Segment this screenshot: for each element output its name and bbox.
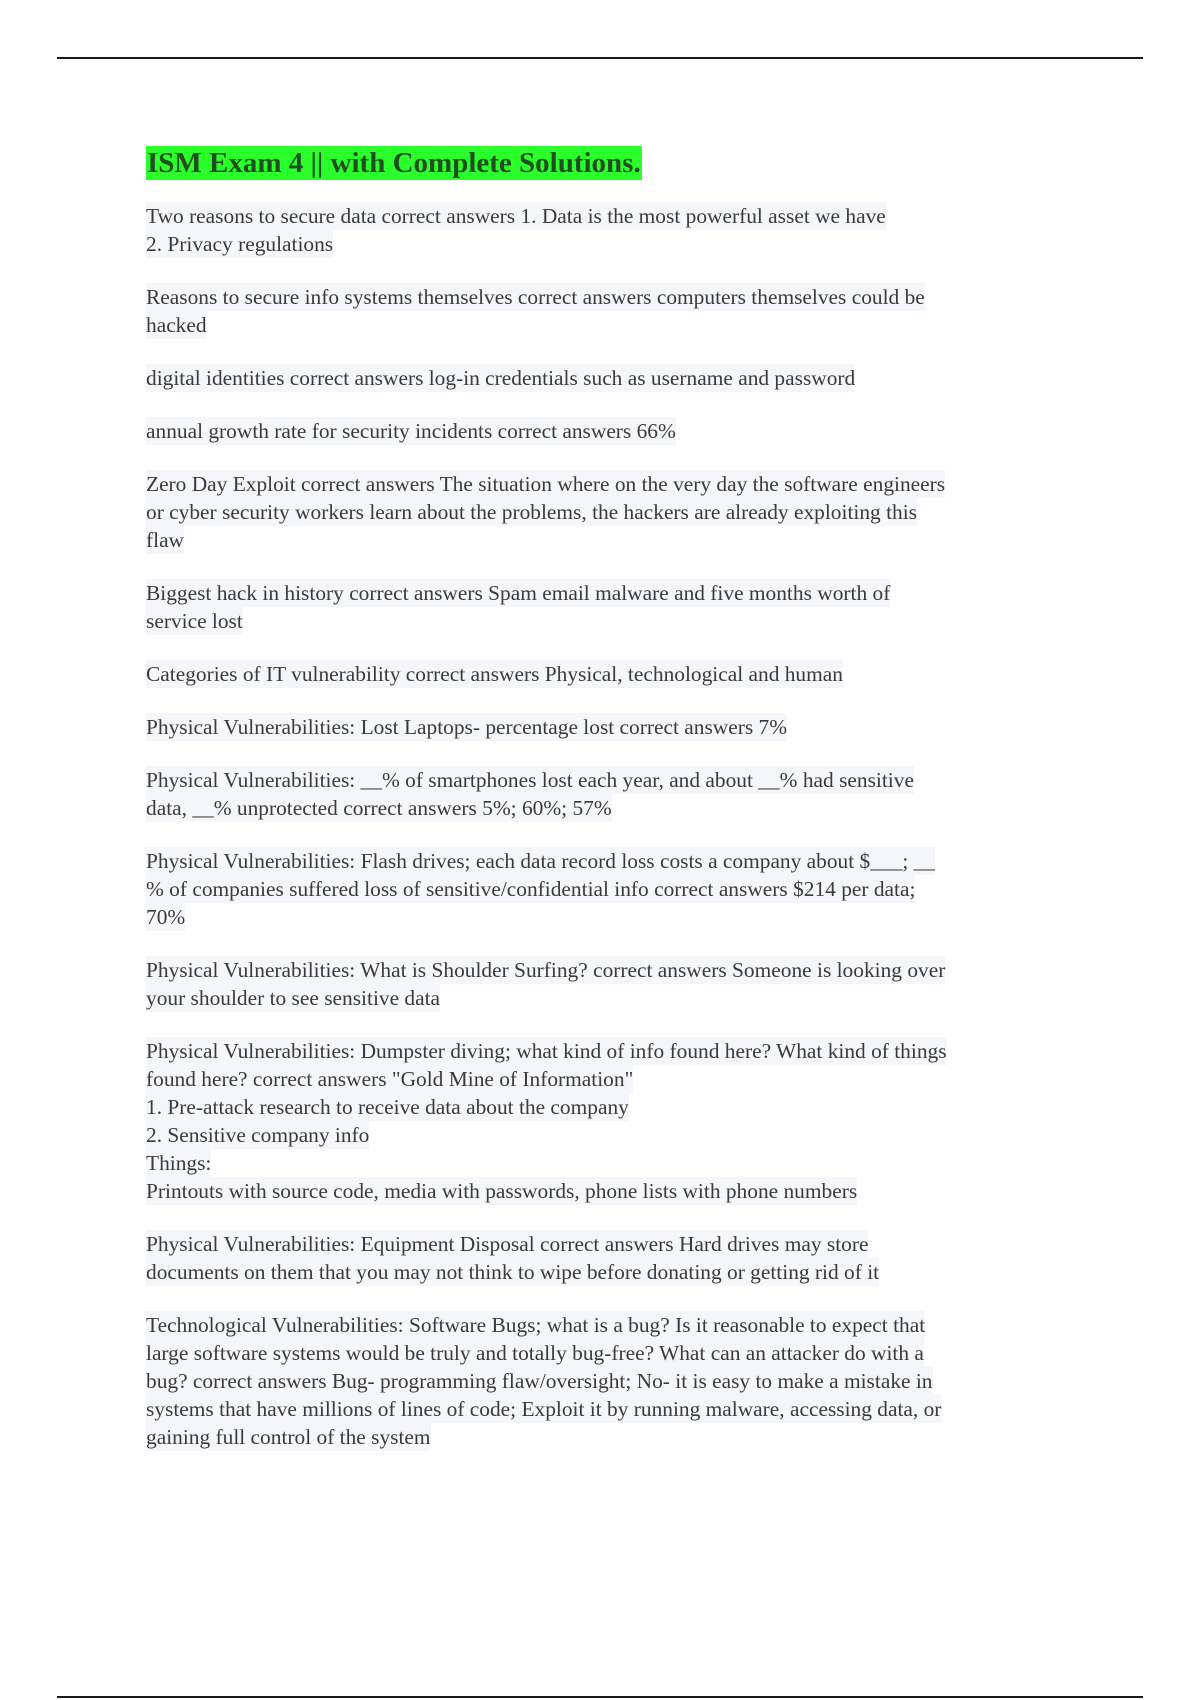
qa-entry [146,1230,1066,1286]
qa-entry [146,847,1066,931]
qa-entry-line: Technological Vulnerabilities: Software Bugs; what is a bug? Is it reasonable to expect that [146,1313,926,1337]
qa-entry [146,470,1066,554]
qa-entry [146,1311,1066,1451]
qa-entry [146,713,1066,741]
qa-entry-line: large software systems would be truly and totally bug-free? What can an attacker do with a [146,1341,924,1365]
qa-entry [146,766,1066,822]
qa-entry-line: % of companies suffered loss of sensitive/confidential info correct answers $214 per data; [146,877,916,901]
qa-entry [146,660,1066,688]
qa-entry-line: Reasons to secure info systems themselves correct answers computers themselves could be [146,285,925,309]
qa-entry-line: hacked [146,313,207,337]
qa-entry-line: data, __% unprotected correct answers 5%; 60%; 57% [146,796,612,820]
qa-entry-line: Categories of IT vulnerability correct answers Physical, technological and human [146,662,843,686]
qa-entry-line: bug? correct answers Bug- programming flaw/oversight; No- it is easy to make a mistake in [146,1369,933,1393]
qa-entry-line: Two reasons to secure data correct answers 1. Data is the most powerful asset we have [146,204,886,228]
qa-entry-line: systems that have millions of lines of code; Exploit it by running malware, accessing data, or [146,1397,942,1421]
qa-entry-line: Physical Vulnerabilities: Dumpster diving; what kind of info found here? What kind of things [146,1039,947,1063]
qa-entry-line: 1. Pre-attack research to receive data about the company [146,1095,629,1119]
qa-entry [146,579,1066,635]
qa-entry-line: 2. Privacy regulations [146,232,334,256]
qa-list [146,202,1066,1451]
document-body [146,146,1066,1476]
qa-entry-line: annual growth rate for security incidents correct answers 66% [146,419,676,443]
qa-entry-line: Physical Vulnerabilities: Lost Laptops- percentage lost correct answers 7% [146,715,788,739]
qa-entry [146,202,1066,258]
qa-entry-line: Physical Vulnerabilities: Flash drives; each data record loss costs a company about $___; __ [146,849,936,873]
qa-entry [146,283,1066,339]
qa-entry-line: Physical Vulnerabilities: __% of smartphones lost each year, and about __% had sensitive [146,768,914,792]
qa-entry-line: Printouts with source code, media with passwords, phone lists with phone numbers [146,1179,858,1203]
footer-rule [57,1696,1143,1698]
qa-entry-line: documents on them that you may not think to wipe before donating or getting rid of it [146,1260,880,1284]
qa-entry-line: or cyber security workers learn about the problems, the hackers are already exploiting this [146,500,917,524]
qa-entry-line: service lost [146,609,243,633]
qa-entry [146,956,1066,1012]
qa-entry-line: 70% [146,905,186,929]
qa-entry-line: gaining full control of the system [146,1425,431,1449]
qa-entry-line: Zero Day Exploit correct answers The situation where on the very day the software engineers [146,472,946,496]
qa-entry-line: Physical Vulnerabilities: What is Shoulder Surfing? correct answers Someone is looking over [146,958,946,982]
header-rule [57,57,1143,59]
qa-entry-line: Things: [146,1151,212,1175]
qa-entry-line: Physical Vulnerabilities: Equipment Disposal correct answers Hard drives may store [146,1232,869,1256]
qa-entry-line: 2. Sensitive company info [146,1123,370,1147]
qa-entry-line: flaw [146,528,185,552]
qa-entry-line: Biggest hack in history correct answers Spam email malware and five months worth of [146,581,891,605]
document-title: ISM Exam 4 || with Complete Solutions. [147,147,641,179]
qa-entry [146,1037,1066,1205]
qa-entry [146,364,1066,392]
qa-entry [146,417,1066,445]
qa-entry-line: your shoulder to see sensitive data [146,986,441,1010]
qa-entry-line: digital identities correct answers log-in credentials such as username and password [146,366,856,390]
qa-entry-line: found here? correct answers "Gold Mine of Information" [146,1067,634,1091]
